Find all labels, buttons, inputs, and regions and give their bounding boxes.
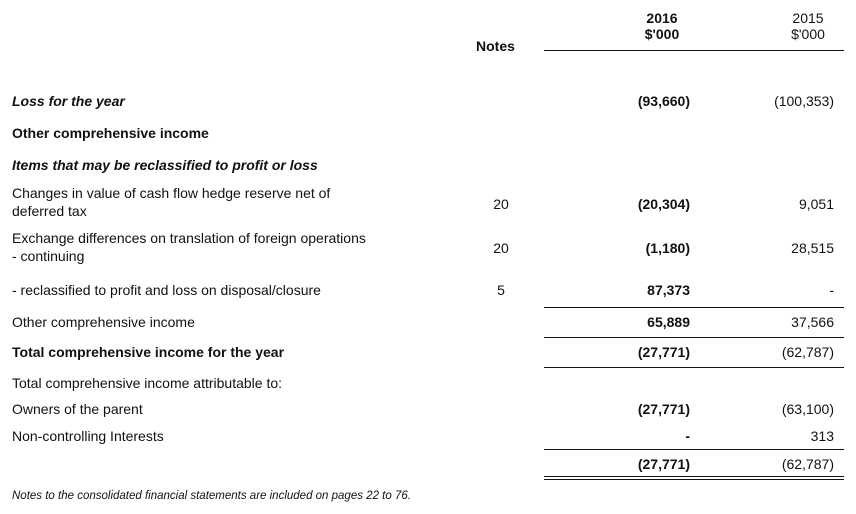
subsection-heading-reclassified: Items that may be reclassified to profit or loss bbox=[12, 157, 318, 173]
row-value-2016: (27,771) bbox=[637, 456, 690, 472]
row-value-2015: - bbox=[829, 282, 834, 298]
row-value-2015: (100,353) bbox=[774, 93, 834, 109]
row-value-2015: (63,100) bbox=[781, 401, 834, 417]
row-value-2016: (93,660) bbox=[637, 93, 690, 109]
row-label-non-controlling-interests: Non-controlling Interests bbox=[12, 428, 164, 444]
row-value-2016: (20,304) bbox=[637, 196, 690, 212]
final-total-rule-top bbox=[544, 449, 844, 450]
row-value-2016: (27,771) bbox=[637, 401, 690, 417]
row-value-2016: 87,373 bbox=[647, 282, 690, 298]
row-label-exchange-diff-line1: Exchange differences on translation of foreign operations bbox=[12, 230, 366, 246]
col-header-2016-year: 2016 bbox=[646, 10, 678, 26]
final-total-rule-bottom-1 bbox=[544, 476, 844, 477]
section-heading-oci: Other comprehensive income bbox=[12, 125, 209, 141]
row-value-2015: 313 bbox=[810, 428, 834, 444]
header-rule bbox=[544, 50, 844, 51]
final-total-rule-bottom-2 bbox=[544, 479, 844, 480]
row-value-2015: 28,515 bbox=[791, 240, 834, 256]
row-label-owners-of-parent: Owners of the parent bbox=[12, 401, 143, 417]
row-value-2016: - bbox=[685, 428, 690, 444]
col-header-2015-year: 2015 bbox=[792, 10, 824, 26]
row-value-2016: 65,889 bbox=[647, 314, 690, 330]
row-label-cash-flow-hedge-line2: deferred tax bbox=[12, 203, 87, 219]
total-rule-top bbox=[544, 337, 844, 338]
row-notes-ref: 5 bbox=[497, 282, 505, 298]
row-notes-ref: 20 bbox=[493, 196, 509, 212]
subtotal-rule bbox=[544, 307, 844, 308]
row-value-2015: (62,787) bbox=[781, 344, 834, 360]
col-header-2015-unit: $'000 bbox=[791, 26, 825, 42]
row-value-2016: (27,771) bbox=[637, 344, 690, 360]
col-header-2016-unit: $'000 bbox=[644, 26, 680, 42]
row-label-reclassified-disposal: - reclassified to profit and loss on disposal/closure bbox=[12, 282, 321, 298]
col-header-notes: Notes bbox=[476, 38, 515, 54]
row-value-2015: 37,566 bbox=[791, 314, 834, 330]
row-notes-ref: 20 bbox=[493, 240, 509, 256]
row-label-total-comprehensive-income: Total comprehensive income for the year bbox=[12, 344, 285, 360]
row-label-exchange-diff-line2: - continuing bbox=[12, 248, 85, 264]
row-value-2016: (1,180) bbox=[645, 240, 690, 256]
footnote: Notes to the consolidated financial statements are included on pages 22 to 76. bbox=[12, 490, 411, 502]
row-label-cash-flow-hedge-line1: Changes in value of cash flow hedge reserve net of bbox=[12, 185, 331, 201]
row-value-2015: (62,787) bbox=[781, 456, 834, 472]
row-label-attributable-heading: Total comprehensive income attributable to: bbox=[12, 375, 283, 391]
total-rule-bottom bbox=[544, 367, 844, 368]
row-label-loss-for-year: Loss for the year bbox=[12, 93, 125, 109]
row-value-2015: 9,051 bbox=[798, 196, 834, 212]
row-label-oci-total: Other comprehensive income bbox=[12, 314, 195, 330]
